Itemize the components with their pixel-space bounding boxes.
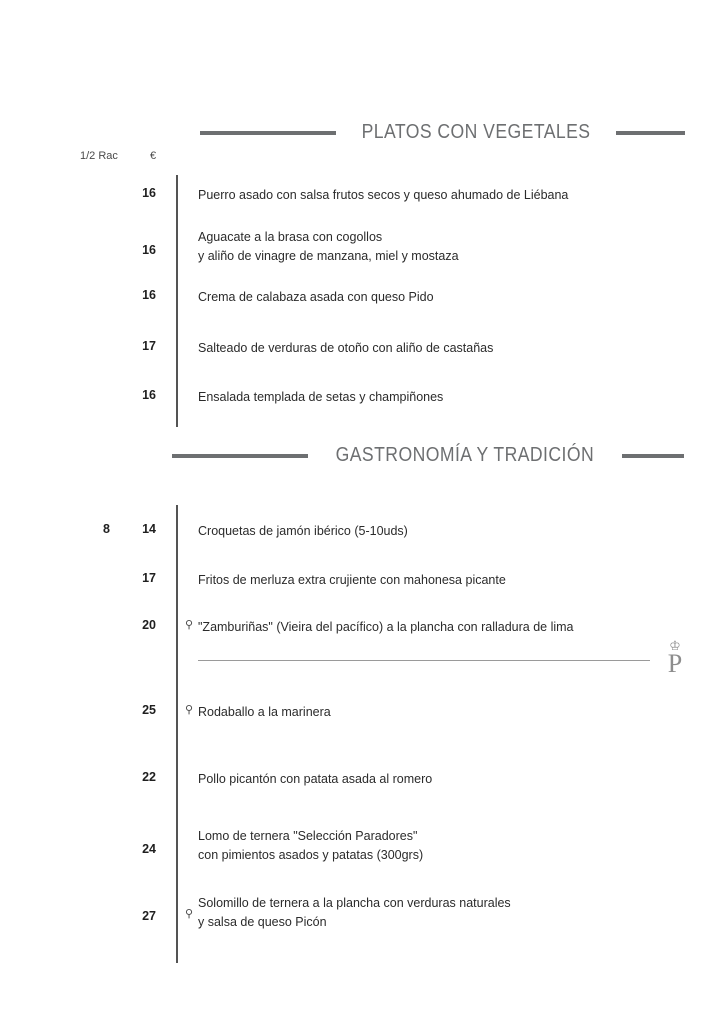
- item-price: 14: [142, 522, 156, 536]
- item-description: [198, 827, 698, 866]
- item-description-line: y aliño de vinagre de manzana, miel y mostaza: [198, 249, 459, 264]
- item-description: Salteado de verduras de otoño con aliño de castañas: [198, 341, 494, 355]
- item-description-line: con pimientos asados y patatas (300grs): [198, 848, 424, 863]
- label-currency: €: [150, 150, 157, 162]
- item-description-line: Lomo de ternera "Selección Paradores": [198, 829, 418, 843]
- item-description: Fritos de merluza extra crujiente con mahonesa picante: [198, 573, 506, 587]
- item-price: 22: [142, 770, 156, 784]
- item-description: "Zamburiñas" (Vieira del pacífico) a la plancha con ralladura de lima: [198, 620, 574, 634]
- item-price: 25: [142, 703, 156, 717]
- item-price: 17: [142, 571, 156, 585]
- item-description: Ensalada templada de setas y champiñones: [198, 390, 444, 404]
- logo-letter: P: [667, 649, 683, 678]
- item-description: [198, 228, 698, 267]
- item-price: 17: [142, 339, 156, 353]
- section-title-tradicion: GASTRONOMÍA Y TRADICIÓN: [335, 444, 595, 466]
- header-rule-left: [172, 454, 308, 458]
- fish-icon: ⚲: [184, 704, 194, 716]
- crown-icon: ♔: [669, 638, 681, 653]
- item-price: 24: [142, 842, 156, 856]
- item-price: 20: [142, 618, 156, 632]
- header-rule-right: [622, 454, 684, 458]
- item-price: 27: [142, 909, 156, 923]
- section-header-tradicion: [172, 444, 684, 467]
- item-price: 16: [142, 186, 156, 200]
- item-description: [198, 894, 698, 933]
- section-divider-bar-2: [176, 505, 178, 963]
- header-rule-left: [200, 131, 336, 135]
- item-description-line: y salsa de queso Picón: [198, 915, 327, 930]
- item-price: 16: [142, 388, 156, 402]
- inner-divider-rule: [198, 660, 650, 661]
- header-rule-right: [616, 131, 685, 135]
- section-header-vegetales: [200, 121, 685, 144]
- item-description-line: Solomillo de ternera a la plancha con verduras naturales: [198, 896, 511, 910]
- fish-icon: ⚲: [184, 619, 194, 631]
- item-description: Croquetas de jamón ibérico (5-10uds): [198, 524, 408, 538]
- item-description: Crema de calabaza asada con queso Pido: [198, 290, 434, 304]
- item-description: Puerro asado con salsa frutos secos y queso ahumado de Liébana: [198, 188, 569, 202]
- item-price: 16: [142, 288, 156, 302]
- item-price: 16: [142, 243, 156, 257]
- item-description: Pollo picantón con patata asada al romero: [198, 772, 433, 786]
- paradores-logo: [660, 640, 690, 676]
- section-title-vegetales: PLATOS CON VEGETALES: [361, 121, 591, 143]
- item-description-line: Aguacate a la brasa con cogollos: [198, 230, 383, 244]
- section-divider-bar-1: [176, 175, 178, 427]
- fish-icon: ⚲: [184, 908, 194, 920]
- item-half-price: 8: [103, 522, 110, 536]
- item-description: Rodaballo a la marinera: [198, 705, 331, 719]
- label-half-ration: 1/2 Rac: [80, 150, 118, 162]
